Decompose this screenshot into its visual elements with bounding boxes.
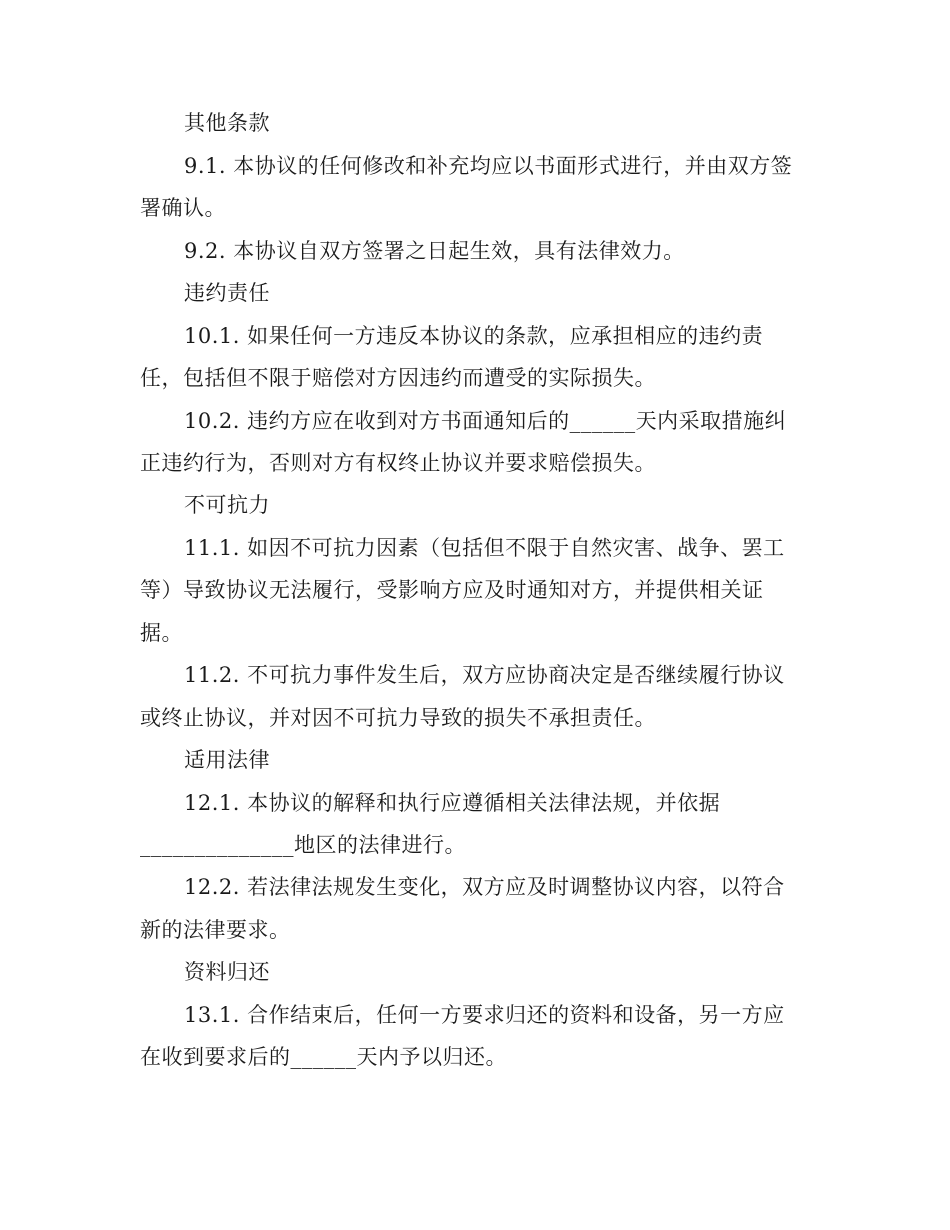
section-heading-breach: 违约责任	[184, 281, 270, 305]
clause-11-1-line-2: 等）导致协议无法履行，受影响方应及时通知对方，并提供相关证	[140, 578, 764, 602]
clause-11-1-line-1: 11.1. 如因不可抗力因素（包括但不限于自然灾害、战争、罢工	[184, 536, 785, 560]
section-heading-return-materials: 资料归还	[184, 960, 270, 984]
clause-11-2-line-1: 11.2. 不可抗力事件发生后，双方应协商决定是否继续履行协议	[184, 663, 785, 687]
clause-10-2-line-1: 10.2. 违约方应在收到对方书面通知后的______天内采取措施纠	[184, 409, 787, 433]
clause-10-2-line-2: 正违约行为，否则对方有权终止协议并要求赔偿损失。	[140, 451, 656, 475]
section-heading-other-terms: 其他条款	[184, 111, 270, 135]
section-heading-force-majeure: 不可抗力	[184, 493, 270, 517]
section-heading-governing-law: 适用法律	[184, 748, 270, 772]
clause-11-2-line-2: 或终止协议，并对因不可抗力导致的损失不承担责任。	[140, 706, 656, 730]
clause-12-1-line-1: 12.1. 本协议的解释和执行应遵循相关法律法规，并依据	[184, 791, 721, 815]
clause-11-1-line-3: 据。	[140, 621, 183, 645]
clause-13-1-line-2: 在收到要求后的______天内予以归还。	[140, 1045, 507, 1069]
clause-13-1-line-1: 13.1. 合作结束后，任何一方要求归还的资料和设备，另一方应	[184, 1003, 785, 1027]
clause-9-1-line-1: 9.1. 本协议的任何修改和补充均应以书面形式进行，并由双方签	[184, 154, 793, 178]
clause-12-1-line-2: ______________地区的法律进行。	[140, 833, 466, 857]
clause-12-2-line-1: 12.2. 若法律法规发生变化，双方应及时调整协议内容，以符合	[184, 875, 785, 899]
clause-10-1-line-2: 任，包括但不限于赔偿对方因违约而遭受的实际损失。	[140, 366, 656, 390]
clause-9-2: 9.2. 本协议自双方签署之日起生效，具有法律效力。	[184, 239, 685, 263]
clause-10-1-line-1: 10.1. 如果任何一方违反本协议的条款，应承担相应的违约责	[184, 324, 764, 348]
clause-9-1-line-2: 署确认。	[140, 196, 226, 220]
clause-12-2-line-2: 新的法律要求。	[140, 918, 291, 942]
